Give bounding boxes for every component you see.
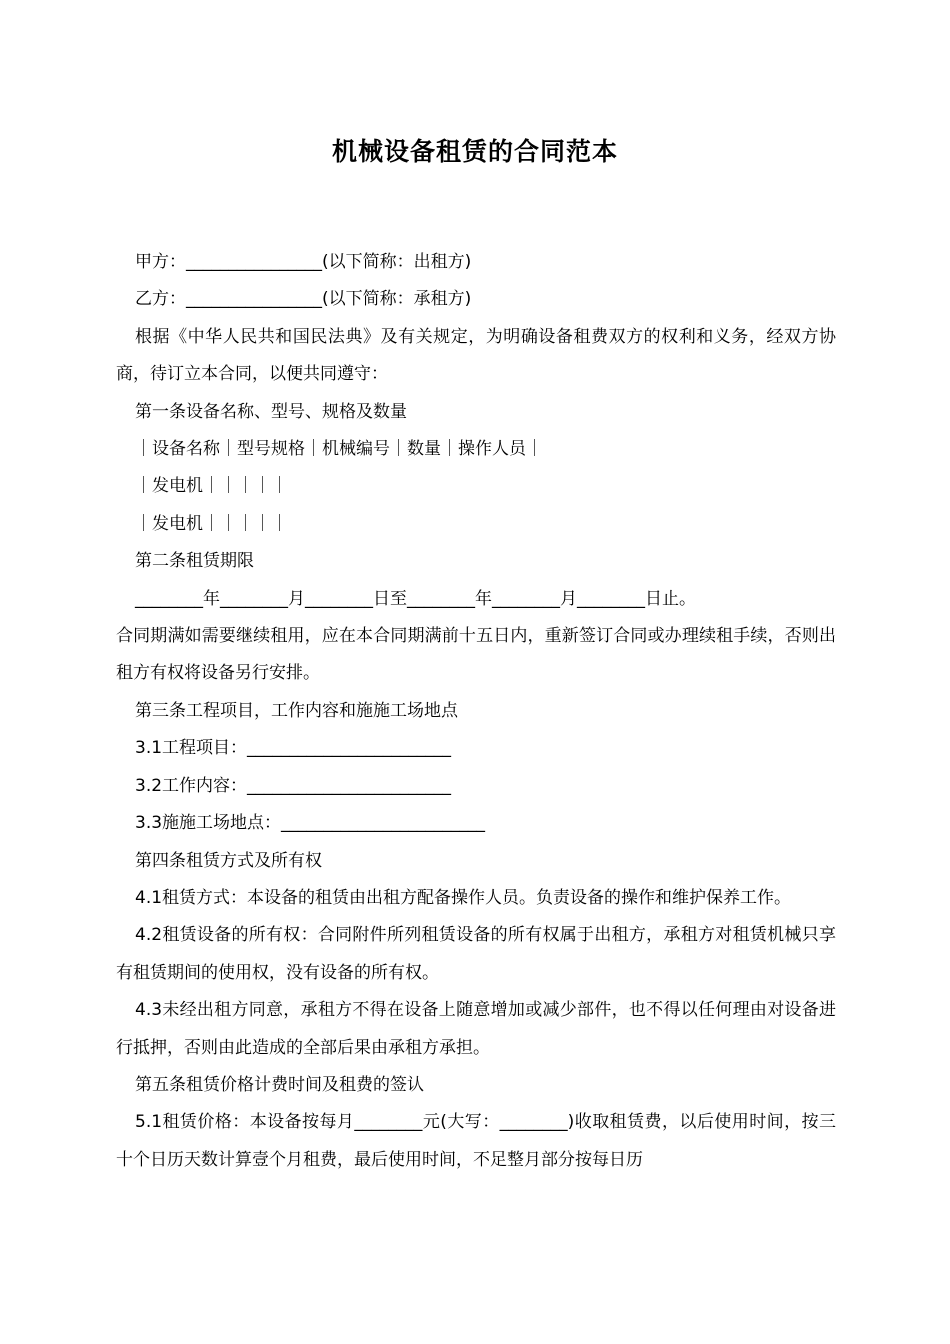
clause-4-2: 4.2租赁设备的所有权：合同附件所列租赁设备的所有权属于出租方，承租方对租赁机械只享有租赁期间的使用权，没有设备的所有权。 bbox=[116, 925, 836, 983]
party-b-line: 乙方：________________(以下简称：承租方) bbox=[135, 289, 472, 310]
clause-3-1: 3.1工程项目：________________________ bbox=[135, 738, 452, 759]
article-4-heading: 第四条租赁方式及所有权 bbox=[135, 850, 322, 871]
preamble-paragraph: 根据《中华人民共和国民法典》及有关规定，为明确设备租费双方的权利和义务，经双方协商，待订立本合同，以便共同遵守： bbox=[116, 326, 836, 385]
article-2-heading: 第二条租赁期限 bbox=[135, 551, 254, 572]
clause-4-3: 4.3未经出租方同意，承租方不得在设备上随意增加或减少部件，也不得以任何理由对设备进行抵押，否则由此造成的全部后果由承租方承担。 bbox=[116, 1000, 836, 1058]
clause-5-1: 5.1租赁价格：本设备按每月________元(大写：________)收取租赁费，以后使用时间，按三十个日历天数计算壹个月租费，最后使用时间，不足整月部分按每日历 bbox=[116, 1112, 836, 1170]
clause-3-3: 3.3施施工场地点：________________________ bbox=[135, 813, 486, 834]
article-1-heading: 第一条设备名称、型号、规格及数量 bbox=[135, 401, 407, 422]
equipment-table-row: ｜发电机｜｜｜｜｜ bbox=[135, 513, 288, 534]
document-body bbox=[116, 244, 836, 1179]
equipment-table-header: ｜设备名称｜型号规格｜机械编号｜数量｜操作人员｜ bbox=[135, 439, 543, 460]
renewal-paragraph: 合同期满如需要继续租用，应在本合同期满前十五日内，重新签订合同或办理续租手续，否则出租方有权将设备另行安排。 bbox=[116, 626, 836, 684]
document-title: 机械设备租赁的合同范本 bbox=[331, 137, 618, 166]
clause-3-2: 3.2工作内容：________________________ bbox=[135, 775, 452, 796]
lease-period-line: ________年________月________日至________年________月________日止。 bbox=[135, 588, 696, 609]
equipment-table-row: ｜发电机｜｜｜｜｜ bbox=[135, 476, 288, 497]
clause-4-1: 4.1租赁方式：本设备的租赁由出租方配备操作人员。负责设备的操作和维护保养工作。 bbox=[135, 887, 792, 908]
party-a-line: 甲方：________________(以下简称：出租方) bbox=[135, 252, 472, 272]
article-5-heading: 第五条租赁价格计费时间及租费的签认 bbox=[135, 1074, 424, 1095]
article-3-heading: 第三条工程项目，工作内容和施施工场地点 bbox=[135, 700, 458, 721]
